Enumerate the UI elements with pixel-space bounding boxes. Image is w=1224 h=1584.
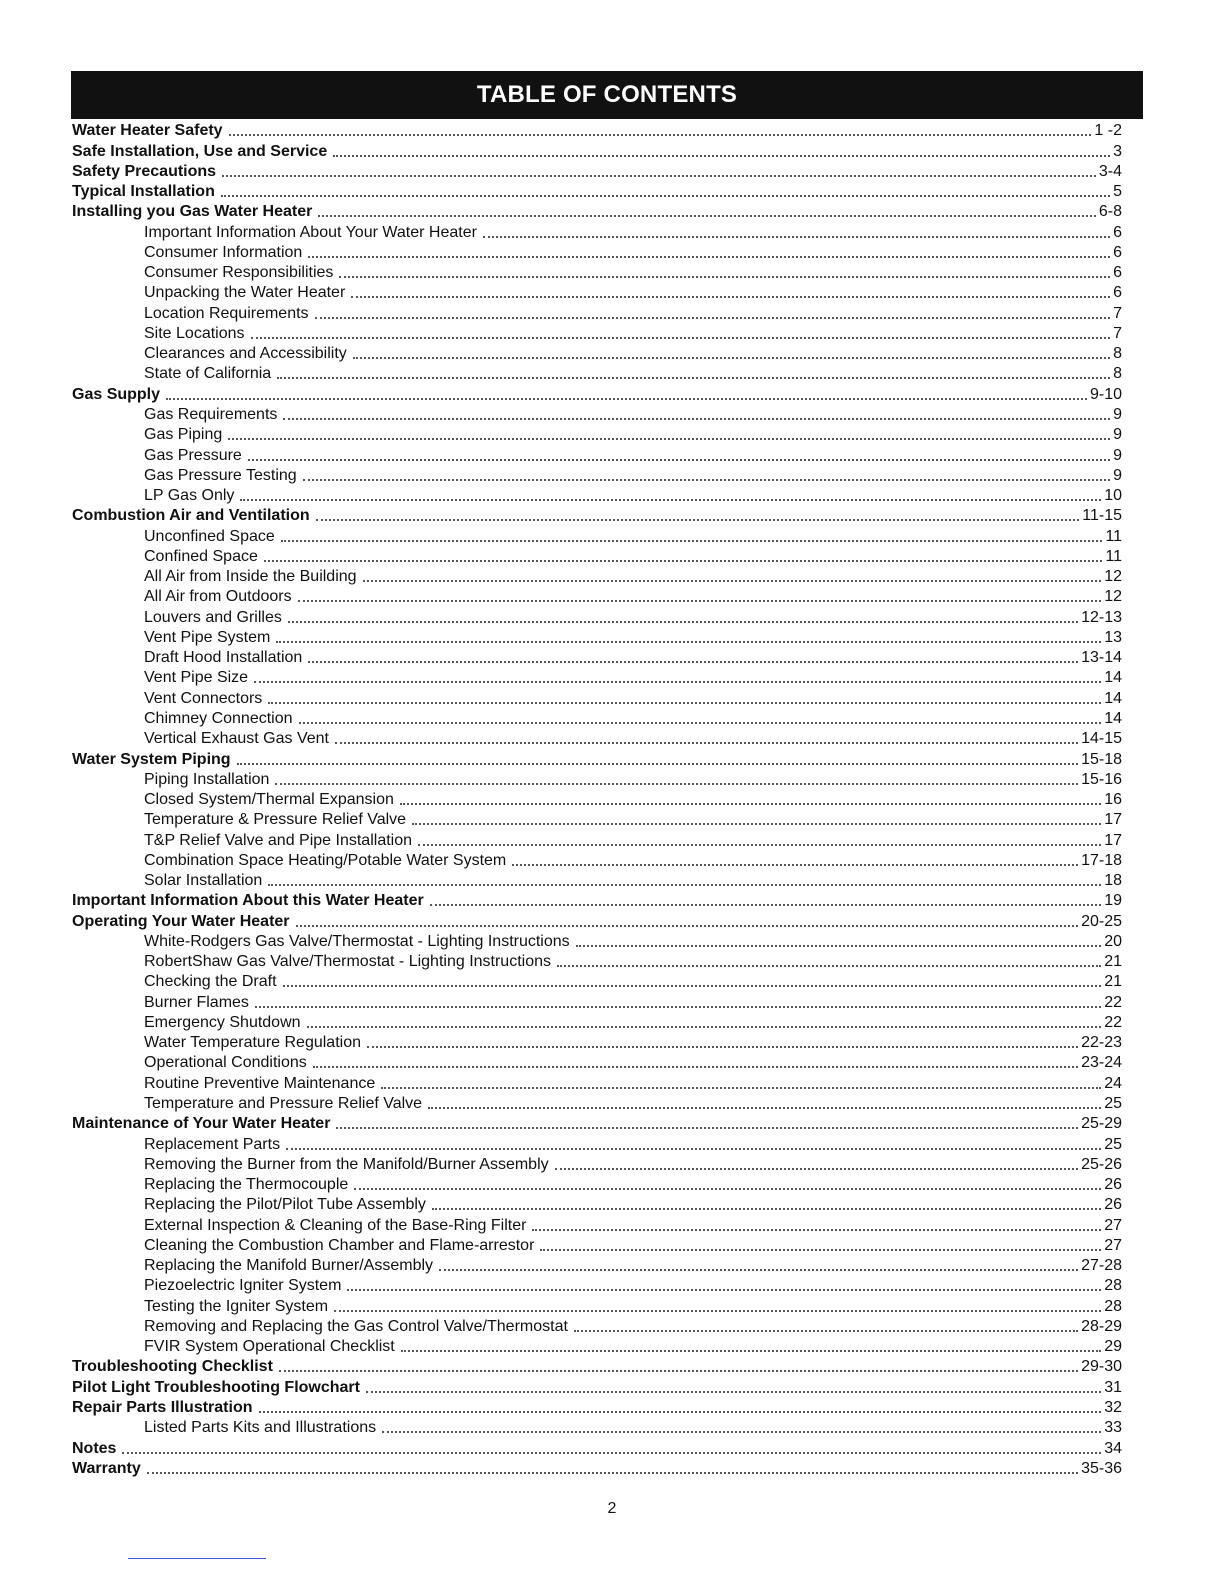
toc-entry-label: All Air from Inside the Building	[144, 568, 357, 586]
toc-entry-label: Operational Conditions	[144, 1054, 307, 1072]
toc-subsection-entry[interactable]	[72, 647, 1122, 667]
toc-entry-label: Consumer Information	[144, 243, 303, 261]
dot-leader	[483, 236, 1110, 238]
toc-section-entry[interactable]	[72, 161, 1122, 181]
toc-entry-label: Water System Piping	[72, 750, 231, 768]
dot-leader	[296, 925, 1079, 927]
dot-leader	[576, 945, 1102, 947]
dot-leader	[166, 398, 1087, 400]
toc-entry-label: Consumer Responsibilities	[144, 264, 334, 282]
dot-leader	[255, 1006, 1101, 1008]
toc-entry-label: FVIR System Operational Checklist	[144, 1338, 395, 1356]
toc-subsection-entry[interactable]	[72, 262, 1122, 282]
dot-leader	[400, 803, 1101, 805]
toc-subsection-entry[interactable]	[72, 1174, 1122, 1194]
toc-subsection-entry[interactable]	[72, 404, 1122, 424]
page-title: TABLE OF CONTENTS	[476, 81, 738, 108]
toc-entry-label: Typical Installation	[72, 183, 215, 201]
dot-leader	[574, 1330, 1078, 1332]
toc-entry-page: 17-18	[1081, 851, 1122, 869]
toc-entry-page: 25	[1104, 1135, 1122, 1153]
dot-leader	[428, 1107, 1101, 1109]
toc-entry-page: 29-30	[1081, 1358, 1122, 1376]
dot-leader	[512, 864, 1078, 866]
toc-entry-label: White-Rodgers Gas Valve/Thermostat - Lighting Instructions	[144, 932, 570, 950]
toc-section-entry[interactable]	[72, 201, 1122, 221]
toc-entry-page: 6	[1113, 223, 1122, 241]
toc-entry-page: 12-13	[1081, 608, 1122, 626]
toc-subsection-entry[interactable]	[72, 424, 1122, 444]
toc-section-entry[interactable]	[72, 1356, 1122, 1376]
toc-entry-page: 20-25	[1081, 912, 1122, 930]
toc-entry-page: 19	[1104, 892, 1122, 910]
dot-leader	[532, 1229, 1101, 1231]
dot-leader	[276, 641, 1101, 643]
dot-leader	[229, 134, 1092, 136]
toc-section-entry[interactable]	[72, 505, 1122, 525]
toc-entry-label: Gas Pressure Testing	[144, 466, 297, 484]
toc-entry-label: Safety Precautions	[72, 162, 217, 180]
toc-entry-label: Safe Installation, Use and Service	[72, 142, 328, 160]
toc-subsection-entry[interactable]	[72, 1072, 1122, 1092]
dot-leader	[240, 499, 1101, 501]
dot-leader	[303, 479, 1110, 481]
toc-entry-page: 11	[1105, 527, 1122, 545]
dot-leader	[147, 1472, 1078, 1474]
dot-leader	[381, 1087, 1101, 1089]
toc-section-entry[interactable]	[72, 120, 1122, 140]
toc-entry-page: 25-29	[1081, 1115, 1122, 1133]
toc-subsection-entry[interactable]	[72, 363, 1122, 383]
toc-entry-label: Vent Pipe System	[144, 628, 271, 646]
toc-entry-page: 3-4	[1098, 162, 1122, 180]
toc-entry-label: Installing you Gas Water Heater	[72, 203, 313, 221]
dot-leader	[268, 884, 1101, 886]
toc-entry-label: Draft Hood Installation	[144, 649, 303, 667]
toc-entry-label: LP Gas Only	[144, 487, 235, 505]
toc-entry-page: 9	[1113, 446, 1122, 464]
toc-subsection-entry[interactable]	[72, 809, 1122, 829]
toc-entry-page: 6	[1113, 243, 1122, 261]
toc-subsection-entry[interactable]	[72, 829, 1122, 849]
toc-entry-page: 17	[1104, 811, 1122, 829]
dot-leader	[313, 1066, 1078, 1068]
dot-leader	[228, 438, 1110, 440]
toc-entry-label: Replacing the Pilot/Pilot Tube Assembly	[144, 1196, 426, 1214]
toc-entry-page: 25-26	[1081, 1155, 1122, 1173]
toc-subsection-entry[interactable]	[72, 1012, 1122, 1032]
toc-entry-page: 22	[1104, 1013, 1122, 1031]
footer-divider	[128, 1558, 266, 1559]
toc-entry-label: Maintenance of Your Water Heater	[72, 1115, 331, 1133]
toc-entry-page: 7	[1113, 304, 1122, 322]
toc-entry-page: 25	[1104, 1095, 1122, 1113]
toc-entry-page: 27	[1104, 1216, 1122, 1234]
dot-leader	[418, 844, 1101, 846]
toc-entry-label: Vent Connectors	[144, 689, 263, 707]
toc-subsection-entry[interactable]	[72, 1154, 1122, 1174]
dot-leader	[286, 1148, 1101, 1150]
toc-entry-page: 16	[1104, 791, 1122, 809]
toc-entry-page: 21	[1104, 953, 1122, 971]
toc-entry-label: Checking the Draft	[144, 973, 277, 991]
toc-entry-page: 20	[1104, 932, 1122, 950]
toc-entry-label: Replacing the Thermocouple	[144, 1176, 349, 1194]
toc-section-entry[interactable]	[72, 748, 1122, 768]
toc-entry-label: Notes	[72, 1439, 117, 1457]
toc-entry-page: 22	[1104, 993, 1122, 1011]
dot-leader	[259, 1411, 1102, 1413]
toc-entry-label: Pilot Light Troubleshooting Flowchart	[72, 1378, 360, 1396]
dot-leader	[281, 540, 1103, 542]
dot-leader	[264, 560, 1103, 562]
toc-subsection-entry[interactable]	[72, 991, 1122, 1011]
toc-entry-page: 23-24	[1081, 1054, 1122, 1072]
toc-entry-label: Removing the Burner from the Manifold/Burner Assembly	[144, 1155, 549, 1173]
toc-entry-label: Confined Space	[144, 547, 258, 565]
toc-entry-page: 9	[1113, 405, 1122, 423]
dot-leader	[237, 763, 1079, 765]
toc-entry-label: Unconfined Space	[144, 527, 275, 545]
toc-entry-page: 13	[1104, 628, 1122, 646]
toc-entry-label: Emergency Shutdown	[144, 1013, 301, 1031]
toc-entry-label: RobertShaw Gas Valve/Thermostat - Lighting Instructions	[144, 953, 551, 971]
toc-entry-label: Chimney Connection	[144, 709, 293, 727]
toc-entry-label: Cleaning the Combustion Chamber and Flame-arrestor	[144, 1236, 535, 1254]
toc-entry-label: Gas Piping	[144, 426, 223, 444]
toc-entry-label: Clearances and Accessibility	[144, 345, 347, 363]
toc-section-entry[interactable]	[72, 1458, 1122, 1478]
dot-leader	[315, 317, 1111, 319]
toc-entry-page: 21	[1104, 973, 1122, 991]
toc-entry-label: Important Information About this Water Heater	[72, 892, 424, 910]
dot-leader	[432, 1208, 1101, 1210]
dot-leader	[251, 337, 1111, 339]
toc-entry-page: 12	[1104, 588, 1122, 606]
dot-leader	[299, 722, 1102, 724]
toc-subsection-entry[interactable]	[72, 627, 1122, 647]
toc-subsection-entry[interactable]	[72, 1194, 1122, 1214]
toc-subsection-entry[interactable]	[72, 302, 1122, 322]
toc-entry-label: Gas Requirements	[144, 405, 278, 423]
toc-entry-label: Repair Parts Illustration	[72, 1399, 253, 1416]
toc-subsection-entry[interactable]	[72, 667, 1122, 687]
toc-subsection-entry[interactable]	[72, 221, 1122, 241]
toc-entry-page: 22-23	[1081, 1034, 1122, 1052]
toc-subsection-entry[interactable]	[72, 546, 1122, 566]
toc-entry-label: Gas Pressure	[144, 446, 242, 464]
toc-entry-label: Gas Supply	[72, 385, 161, 403]
toc-entry-page: 15-18	[1081, 750, 1122, 768]
toc-entry-page: 13-14	[1081, 649, 1122, 667]
toc-entry-page: 14	[1104, 669, 1122, 687]
toc-entry-page: 1 -2	[1094, 122, 1122, 140]
toc-subsection-entry[interactable]	[72, 485, 1122, 505]
toc-subsection-entry[interactable]	[72, 971, 1122, 991]
toc-subsection-entry[interactable]	[72, 1052, 1122, 1072]
toc-entry-page: 14	[1104, 709, 1122, 727]
toc-entry-page: 11	[1105, 547, 1122, 565]
dot-leader	[412, 823, 1101, 825]
dot-leader	[351, 296, 1110, 298]
toc-entry-label: Closed System/Thermal Expansion	[144, 791, 394, 809]
dot-leader	[288, 621, 1078, 623]
toc-entry-label: T&P Relief Valve and Pipe Installation	[144, 831, 413, 849]
toc-entry-label: Location Requirements	[144, 304, 309, 322]
dot-leader	[221, 195, 1110, 197]
toc-subsection-entry[interactable]	[72, 687, 1122, 707]
toc-entry-page: 17	[1104, 831, 1122, 849]
dot-leader	[557, 965, 1101, 967]
dot-leader	[401, 1350, 1101, 1352]
toc-entry-page: 27	[1104, 1236, 1122, 1254]
dot-leader	[366, 1391, 1101, 1393]
toc-entry-label: Solar Installation	[144, 872, 263, 890]
toc-subsection-entry[interactable]	[72, 525, 1122, 545]
toc-entry-label: Water Temperature Regulation	[144, 1034, 361, 1052]
toc-section-entry[interactable]	[72, 1376, 1122, 1396]
toc-subsection-entry[interactable]	[72, 465, 1122, 485]
toc-entry-page: 10	[1104, 487, 1122, 505]
toc-entry-page: 9	[1113, 426, 1122, 444]
toc-entry-page: 29	[1104, 1338, 1122, 1356]
toc-entry-label: Routine Preventive Maintenance	[144, 1074, 376, 1092]
toc-entry-page: 28	[1104, 1297, 1122, 1315]
toc-entry-label: Vertical Exhaust Gas Vent	[144, 730, 329, 748]
toc-subsection-entry[interactable]	[72, 870, 1122, 890]
toc-subsection-entry[interactable]	[72, 728, 1122, 748]
dot-leader	[275, 783, 1078, 785]
toc-entry-label: Troubleshooting Checklist	[72, 1358, 273, 1376]
toc-subsection-entry[interactable]	[72, 566, 1122, 586]
toc-subsection-entry[interactable]	[72, 850, 1122, 870]
toc-entry-page: 14	[1104, 689, 1122, 707]
toc-entry-label: Temperature and Pressure Relief Valve	[144, 1095, 423, 1113]
toc-subsection-entry[interactable]	[72, 769, 1122, 789]
toc-subsection-entry[interactable]	[72, 1295, 1122, 1315]
toc-entry-page: 12	[1104, 568, 1122, 586]
toc-subsection-entry[interactable]	[72, 1255, 1122, 1275]
toc-entry-label: Listed Parts Kits and Illustrations	[144, 1419, 377, 1437]
toc-entry-page: 9-10	[1089, 385, 1122, 403]
dot-leader	[339, 276, 1110, 278]
toc-section-entry[interactable]	[72, 181, 1122, 201]
toc-subsection-entry[interactable]	[72, 606, 1122, 626]
dot-leader	[308, 661, 1078, 663]
toc-subsection-entry[interactable]	[72, 1093, 1122, 1113]
dot-leader	[307, 1026, 1102, 1028]
toc-subsection-entry[interactable]	[72, 1235, 1122, 1255]
dot-leader	[354, 1188, 1101, 1190]
toc-subsection-entry[interactable]	[72, 444, 1122, 464]
toc-subsection-entry[interactable]	[72, 1032, 1122, 1052]
toc-entry-label: Combustion Air and Ventilation	[72, 507, 310, 525]
toc-entry-label: Burner Flames	[144, 993, 249, 1011]
dot-leader	[283, 985, 1102, 987]
dot-leader	[248, 459, 1110, 461]
toc-section-entry[interactable]	[72, 890, 1122, 910]
toc-entry-label: Warranty	[72, 1459, 141, 1477]
toc-entry-page: 27-28	[1081, 1257, 1122, 1275]
toc-section-entry[interactable]	[72, 1437, 1122, 1457]
dot-leader	[363, 580, 1102, 582]
toc-section-entry[interactable]	[72, 1113, 1122, 1133]
toc-entry-label: Vent Pipe Size	[144, 669, 249, 687]
dot-leader	[298, 600, 1102, 602]
dot-leader	[277, 377, 1110, 379]
toc-section-entry[interactable]	[72, 383, 1122, 403]
toc-entry-label: Operating Your Water Heater	[72, 912, 290, 930]
toc-entry-page: 14-15	[1081, 730, 1122, 748]
toc-section-entry[interactable]	[72, 910, 1122, 930]
toc-entry-label: Important Information About Your Water Heater	[144, 223, 477, 241]
toc-entry-page: 33	[1104, 1419, 1122, 1437]
toc-entry-label: Replacement Parts	[144, 1135, 281, 1153]
toc-subsection-entry[interactable]	[72, 242, 1122, 262]
toc-section-entry[interactable]	[72, 140, 1122, 160]
dot-leader	[122, 1452, 1101, 1454]
dot-leader	[430, 904, 1101, 906]
toc-entry-label: Water Heater Safety	[72, 122, 223, 140]
toc-entry-page: 28-29	[1081, 1317, 1122, 1335]
toc-entry-page: 32	[1104, 1399, 1122, 1416]
dot-leader	[316, 519, 1080, 521]
table-of-contents	[72, 120, 1122, 1478]
toc-entry-page: 8	[1113, 345, 1122, 363]
toc-entry-page: 26	[1104, 1196, 1122, 1214]
toc-entry-label: Testing the Igniter System	[144, 1297, 329, 1315]
dot-leader	[347, 1289, 1101, 1291]
toc-entry-label: External Inspection & Cleaning of the Base-Ring Filter	[144, 1216, 527, 1234]
dot-leader	[334, 1310, 1101, 1312]
dot-leader	[336, 1127, 1078, 1129]
toc-subsection-entry[interactable]	[72, 343, 1122, 363]
dot-leader	[353, 357, 1110, 359]
toc-entry-page: 18	[1104, 872, 1122, 890]
toc-subsection-entry[interactable]	[72, 282, 1122, 302]
toc-entry-page: 3	[1113, 142, 1122, 160]
toc-entry-page: 26	[1104, 1176, 1122, 1194]
dot-leader	[335, 742, 1078, 744]
toc-entry-page: 7	[1113, 324, 1122, 342]
toc-entry-page: 24	[1104, 1074, 1122, 1092]
toc-entry-label: Site Locations	[144, 324, 245, 342]
toc-subsection-entry[interactable]	[72, 1417, 1122, 1437]
toc-entry-label: Piezoelectric Igniter System	[144, 1277, 342, 1295]
toc-entry-page: 34	[1104, 1439, 1122, 1457]
dot-leader	[555, 1168, 1078, 1170]
toc-title-bar	[71, 71, 1143, 119]
toc-subsection-entry[interactable]	[72, 789, 1122, 809]
toc-entry-page: 6	[1113, 284, 1122, 302]
dot-leader	[308, 256, 1110, 258]
toc-entry-page: 15-16	[1081, 770, 1122, 788]
toc-entry-page: 28	[1104, 1277, 1122, 1295]
toc-entry-page: 9	[1113, 466, 1122, 484]
page-number: 2	[607, 1500, 617, 1517]
toc-entry-label: Louvers and Grilles	[144, 608, 282, 626]
dot-leader	[222, 175, 1096, 177]
toc-entry-page: 5	[1113, 183, 1122, 201]
toc-entry-page: 8	[1113, 365, 1122, 383]
toc-subsection-entry[interactable]	[72, 1316, 1122, 1336]
dot-leader	[367, 1046, 1078, 1048]
toc-entry-label: Removing and Replacing the Gas Control Valve/Thermostat	[144, 1317, 568, 1335]
toc-subsection-entry[interactable]	[72, 1336, 1122, 1356]
dot-leader	[279, 1370, 1078, 1372]
toc-section-entry[interactable]	[72, 1397, 1122, 1417]
toc-entry-label: Piping Installation	[144, 770, 270, 788]
toc-entry-label: Unpacking the Water Heater	[144, 284, 346, 302]
dot-leader	[540, 1249, 1101, 1251]
dot-leader	[439, 1269, 1078, 1271]
dot-leader	[268, 702, 1101, 704]
dot-leader	[318, 215, 1096, 217]
toc-subsection-entry[interactable]	[72, 1214, 1122, 1234]
toc-entry-label: State of California	[144, 365, 272, 383]
toc-subsection-entry[interactable]	[72, 931, 1122, 951]
toc-entry-page: 6-8	[1098, 203, 1122, 221]
toc-entry-label: Temperature & Pressure Relief Valve	[144, 811, 407, 829]
toc-entry-page: 35-36	[1081, 1459, 1122, 1477]
toc-subsection-entry[interactable]	[72, 586, 1122, 606]
toc-entry-label: All Air from Outdoors	[144, 588, 292, 606]
toc-entry-page: 11-15	[1082, 507, 1122, 525]
dot-leader	[333, 155, 1110, 157]
toc-subsection-entry[interactable]	[72, 1275, 1122, 1295]
dot-leader	[283, 418, 1110, 420]
toc-subsection-entry[interactable]	[72, 951, 1122, 971]
toc-entry-label: Combination Space Heating/Potable Water System	[144, 851, 507, 869]
toc-subsection-entry[interactable]	[72, 1133, 1122, 1153]
toc-entry-page: 31	[1104, 1378, 1122, 1396]
toc-entry-page: 6	[1113, 264, 1122, 282]
toc-entry-label: Replacing the Manifold Burner/Assembly	[144, 1257, 434, 1275]
toc-subsection-entry[interactable]	[72, 323, 1122, 343]
dot-leader	[382, 1431, 1101, 1433]
dot-leader	[254, 681, 1101, 683]
toc-subsection-entry[interactable]	[72, 708, 1122, 728]
